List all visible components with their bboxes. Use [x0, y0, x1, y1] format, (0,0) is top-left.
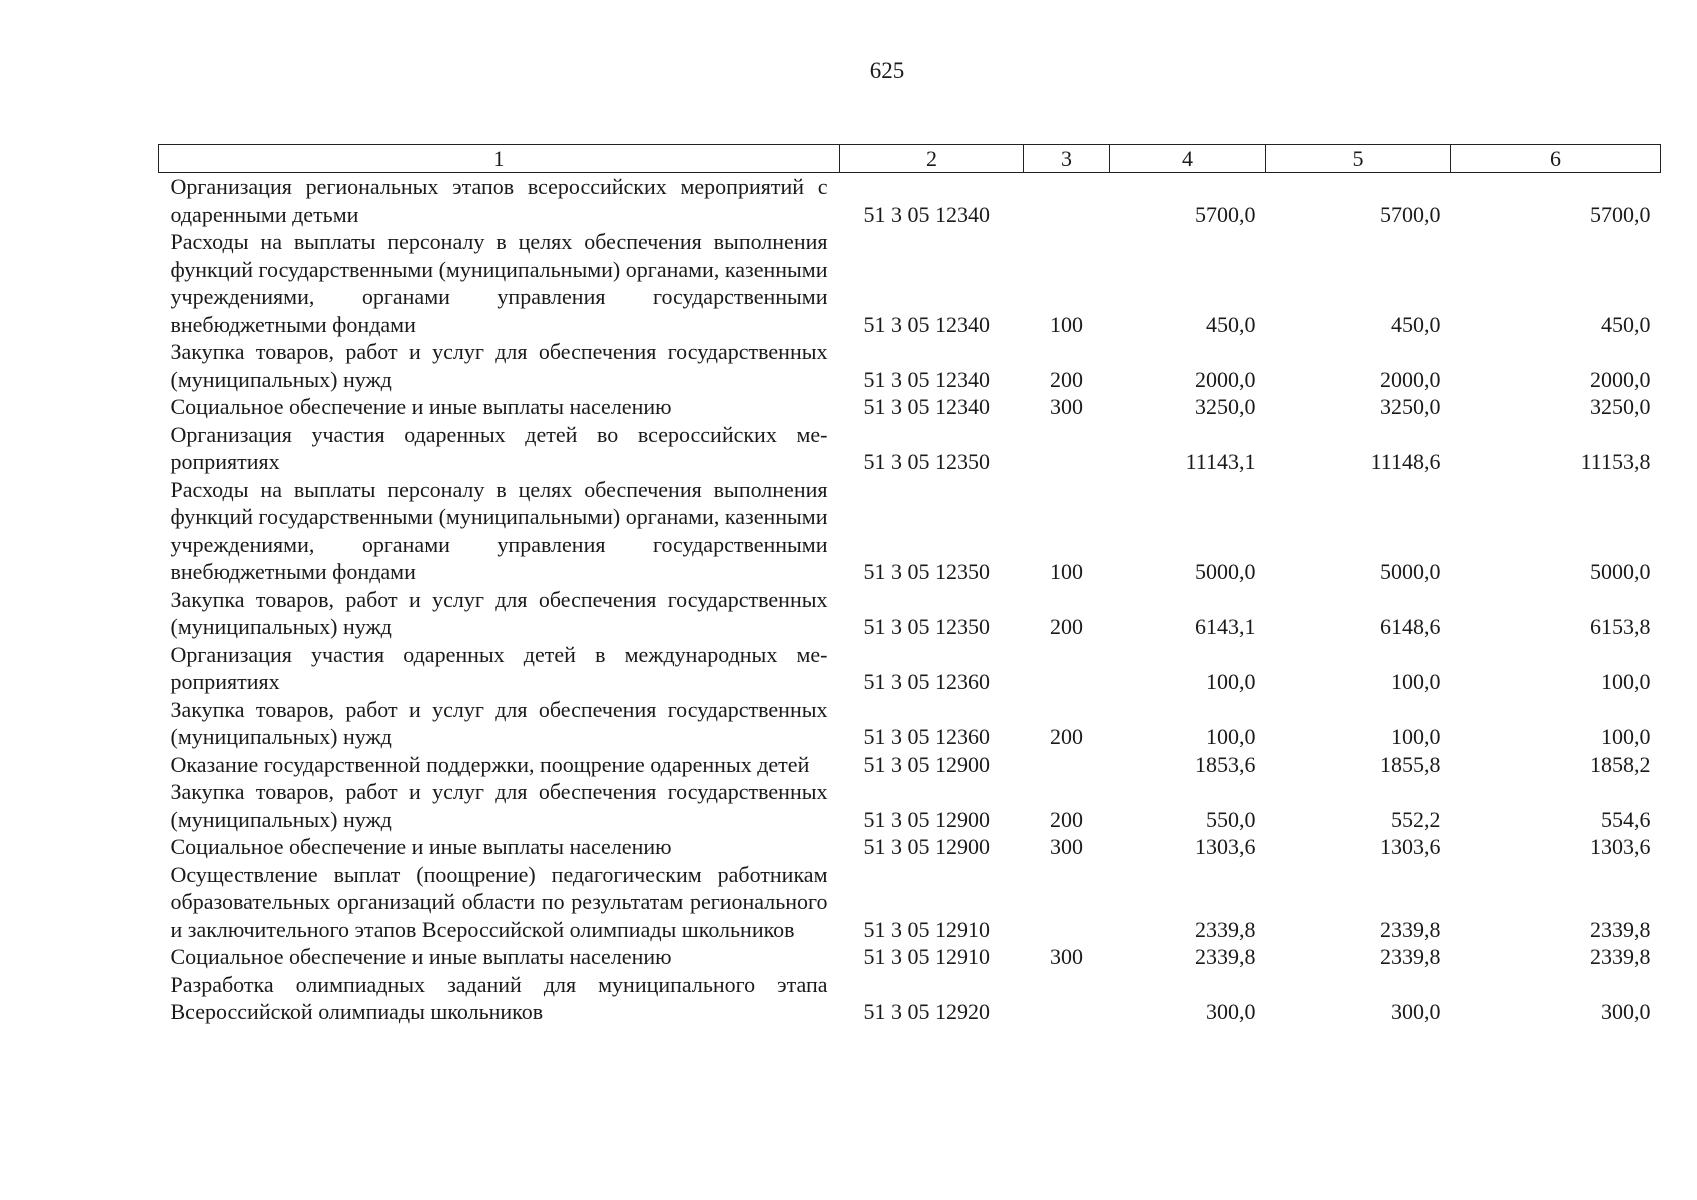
table-row: [159, 476, 1661, 586]
header-col-4: 4: [1110, 145, 1266, 173]
table-row: [159, 943, 1661, 971]
row-amount-col-5: 552,2: [1391, 806, 1441, 832]
row-description: Организация участия одаренных детей в международных мероприятиях: [170, 641, 828, 694]
header-col-5: 5: [1266, 145, 1451, 173]
row-amount-col-5: 300,0: [1391, 999, 1441, 1024]
row-target-code: 51 3 05 12360: [863, 669, 990, 694]
table-row: [159, 338, 1661, 393]
row-amount-col-6: 5000,0: [1590, 559, 1651, 584]
row-expense-type: 300: [1050, 944, 1083, 969]
row-description: Организация участия одаренных детей во всероссийских мероприятиях: [170, 421, 828, 474]
row-expense-type: [1024, 421, 1110, 476]
row-amount-col-5: 1855,8: [1380, 751, 1441, 777]
row-amount-col-6: 2000,0: [1590, 366, 1651, 392]
row-amount-col-4: 6143,1: [1195, 614, 1256, 639]
row-amount-col-5: 1303,6: [1380, 834, 1441, 859]
table-row: [159, 393, 1661, 421]
row-amount-col-6: 1858,2: [1590, 751, 1651, 777]
row-amount-col-4: 5000,0: [1195, 559, 1256, 584]
row-amount-col-5: 5700,0: [1380, 201, 1441, 227]
table-row: [159, 173, 1661, 229]
row-description: Организация региональных этапов всероссийских мероприятий с одаренными детьми: [170, 174, 828, 227]
page-number: 625: [869, 58, 905, 83]
row-target-code: 51 3 05 12900: [863, 751, 990, 777]
row-target-code: 51 3 05 12910: [863, 916, 990, 942]
row-amount-col-6: 2339,8: [1590, 944, 1651, 969]
row-amount-col-4: 2339,8: [1195, 916, 1256, 942]
header-col-1: 1: [159, 145, 840, 173]
row-description: Расходы на выплаты персоналу в целях обеспечения выполнения функций государственными (муниципальными) органами, казенными учреждениями, органами управления государственными внебюджетными фондами: [170, 229, 828, 337]
row-amount-col-6: 100,0: [1601, 724, 1651, 749]
row-amount-col-4: 1303,6: [1195, 834, 1256, 859]
row-description: Закупка товаров, работ и услуг для обеспечения государственных (муниципальных) нужд: [170, 779, 828, 832]
row-target-code: 51 3 05 12340: [863, 366, 990, 392]
table-row: [159, 751, 1661, 779]
row-amount-col-4: 100,0: [1206, 669, 1256, 694]
row-amount-col-5: 100,0: [1391, 724, 1441, 749]
row-target-code: 51 3 05 12360: [863, 724, 990, 749]
row-expense-type: [1024, 751, 1110, 779]
row-amount-col-5: 450,0: [1391, 311, 1441, 337]
row-amount-col-6: 1303,6: [1590, 834, 1651, 859]
header-col-6: 6: [1451, 145, 1661, 173]
row-expense-type: [1024, 971, 1110, 1026]
table-body: [159, 173, 1661, 1026]
row-amount-col-4: 1853,6: [1195, 751, 1256, 777]
row-description: Закупка товаров, работ и услуг для обеспечения государственных (муниципальных) нужд: [170, 696, 828, 749]
row-target-code: 51 3 05 12340: [863, 201, 990, 227]
table-row: [159, 696, 1661, 751]
row-amount-col-6: 300,0: [1601, 999, 1651, 1024]
row-description: Закупка товаров, работ и услуг для обеспечения государственных (муниципальных) нужд: [170, 586, 828, 639]
row-amount-col-5: 2339,8: [1380, 944, 1441, 969]
row-amount-col-6: 450,0: [1601, 311, 1651, 337]
row-amount-col-4: 300,0: [1206, 999, 1256, 1024]
row-amount-col-4: 11143,1: [1185, 449, 1256, 474]
row-description: Оказание государственной поддержки, поощрение одаренных детей: [170, 751, 810, 777]
row-description: Закупка товаров, работ и услуг для обеспечения государственных (муниципальных) нужд: [170, 339, 828, 392]
row-amount-col-4: 550,0: [1206, 806, 1256, 832]
table-header: [159, 145, 1661, 173]
row-target-code: 51 3 05 12340: [863, 394, 990, 419]
row-expense-type: 300: [1050, 834, 1083, 859]
row-amount-col-5: 11148,6: [1370, 449, 1441, 474]
row-amount-col-6: 2339,8: [1590, 916, 1651, 942]
row-amount-col-4: 100,0: [1206, 724, 1256, 749]
row-amount-col-6: 3250,0: [1590, 394, 1651, 419]
row-amount-col-4: 450,0: [1206, 311, 1256, 337]
header-row: [159, 145, 1661, 173]
row-description: Социальное обеспечение и иные выплаты населению: [170, 394, 672, 419]
row-target-code: 51 3 05 12350: [863, 614, 990, 639]
row-amount-col-4: 2339,8: [1195, 944, 1256, 969]
row-expense-type: 300: [1050, 394, 1083, 419]
row-amount-col-5: 100,0: [1391, 669, 1441, 694]
table-row: [159, 641, 1661, 696]
row-target-code: 51 3 05 12900: [863, 834, 990, 859]
row-target-code: 51 3 05 12350: [863, 559, 990, 584]
table-row: [159, 833, 1661, 861]
budget-table: [158, 144, 1661, 1026]
row-amount-col-6: 5700,0: [1590, 201, 1651, 227]
row-expense-type: 100: [1050, 559, 1083, 584]
row-expense-type: [1024, 641, 1110, 696]
row-target-code: 51 3 05 12910: [863, 944, 990, 969]
table-row: [159, 228, 1661, 338]
row-description: Разработка олимпиадных заданий для муниципального этапа Всероссийской олимпиады школьников: [170, 971, 828, 1024]
row-amount-col-5: 2000,0: [1380, 366, 1441, 392]
row-amount-col-6: 554,6: [1601, 806, 1651, 832]
row-expense-type: 200: [1050, 366, 1083, 392]
header-col-3: 3: [1024, 145, 1110, 173]
row-expense-type: [1024, 861, 1110, 944]
row-expense-type: 100: [1050, 311, 1083, 337]
row-description: Осуществление выплат (поощрение) педагогическим работникам образовательных организаций области по результатам регионального и заключительного этапов Всероссийской олимпиады школьников: [170, 861, 828, 942]
row-expense-type: 200: [1050, 724, 1083, 749]
table-row: [159, 971, 1661, 1026]
row-description: Расходы на выплаты персоналу в целях обеспечения выполнения функций государственными (муниципальными) органами, казенными учреждениями, органами управления государственными внебюджетными фондами: [170, 476, 828, 584]
row-description: Социальное обеспечение и иные выплаты населению: [170, 834, 672, 859]
row-expense-type: 200: [1050, 614, 1083, 639]
row-amount-col-5: 2339,8: [1380, 916, 1441, 942]
row-amount-col-5: 6148,6: [1380, 614, 1441, 639]
row-target-code: 51 3 05 12350: [863, 449, 990, 474]
row-amount-col-4: 5700,0: [1195, 201, 1256, 227]
row-expense-type: [1024, 173, 1110, 229]
row-target-code: 51 3 05 12900: [863, 806, 990, 832]
row-amount-col-5: 3250,0: [1380, 394, 1441, 419]
row-amount-col-4: 3250,0: [1195, 394, 1256, 419]
row-target-code: 51 3 05 12340: [863, 311, 990, 337]
row-amount-col-6: 11153,8: [1580, 449, 1651, 474]
table-row: [159, 586, 1661, 641]
row-expense-type: 200: [1050, 806, 1083, 832]
table-row: [159, 421, 1661, 476]
row-amount-col-6: 6153,8: [1590, 614, 1651, 639]
header-col-2: 2: [840, 145, 1024, 173]
table-row: [159, 778, 1661, 833]
row-description: Социальное обеспечение и иные выплаты населению: [170, 944, 672, 969]
row-amount-col-4: 2000,0: [1195, 366, 1256, 392]
row-amount-col-6: 100,0: [1601, 669, 1651, 694]
table-row: [159, 861, 1661, 944]
row-target-code: 51 3 05 12920: [863, 999, 990, 1024]
row-amount-col-5: 5000,0: [1380, 559, 1441, 584]
